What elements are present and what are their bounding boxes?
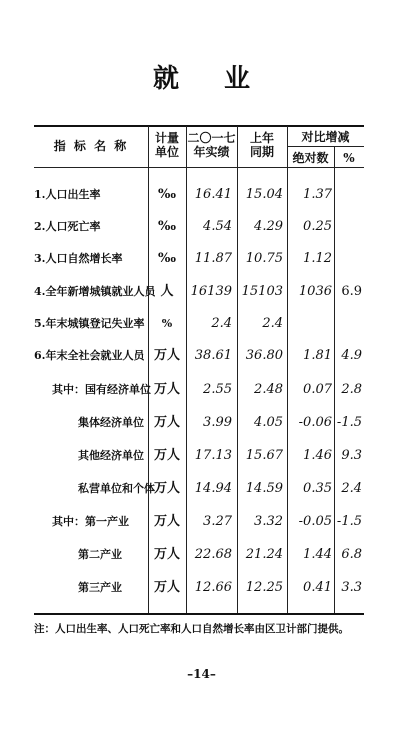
header-compare: 对比增减 bbox=[301, 130, 350, 144]
row-unit: 人 bbox=[160, 284, 174, 299]
table-row bbox=[34, 282, 364, 302]
row-absolute: 0.07 bbox=[303, 382, 332, 397]
row-name: 4.全年新增城镇就业人员 bbox=[34, 285, 156, 298]
table-row bbox=[34, 185, 364, 205]
row-absolute: 1.44 bbox=[303, 547, 332, 562]
row-current: 3.27 bbox=[203, 514, 232, 529]
row-previous: 15103 bbox=[241, 284, 283, 299]
row-unit: 万人 bbox=[153, 382, 180, 397]
table-row bbox=[34, 446, 364, 466]
row-name: 私营单位和个体 bbox=[78, 482, 155, 495]
table-row bbox=[34, 380, 364, 400]
row-previous: 12.25 bbox=[245, 580, 283, 595]
row-percent: 2.8 bbox=[341, 382, 362, 397]
row-current: 2.4 bbox=[211, 316, 232, 331]
row-name: 其中：国有经济单位 bbox=[52, 383, 151, 396]
row-current: 4.54 bbox=[203, 219, 232, 234]
row-absolute: 1.81 bbox=[303, 348, 332, 363]
row-unit: 万人 bbox=[153, 580, 180, 595]
table-top-rule bbox=[34, 125, 364, 127]
row-percent: 9.3 bbox=[341, 448, 362, 463]
row-absolute: -0.06 bbox=[298, 415, 332, 430]
row-percent: 4.9 bbox=[341, 348, 362, 363]
table-row bbox=[34, 314, 364, 334]
row-absolute: -0.05 bbox=[298, 514, 332, 529]
row-absolute: 1.46 bbox=[303, 448, 332, 463]
header-indicator: 指 标 名 称 bbox=[53, 139, 129, 153]
row-percent: 2.4 bbox=[341, 481, 362, 496]
row-current: 16139 bbox=[190, 284, 232, 299]
row-unit: ‰ bbox=[157, 187, 176, 202]
page-title: 就 业 bbox=[152, 64, 269, 94]
row-percent: -1.5 bbox=[336, 415, 362, 430]
row-previous: 4.29 bbox=[254, 219, 283, 234]
row-name: 第三产业 bbox=[78, 581, 122, 594]
row-current: 11.87 bbox=[194, 251, 232, 266]
row-previous: 15.67 bbox=[245, 448, 283, 463]
row-previous: 3.32 bbox=[254, 514, 283, 529]
row-name: 第二产业 bbox=[78, 548, 122, 561]
row-absolute: 0.25 bbox=[303, 219, 332, 234]
table-row bbox=[34, 249, 364, 269]
row-name: 2.人口死亡率 bbox=[34, 220, 101, 233]
row-unit: 万人 bbox=[153, 514, 180, 529]
row-previous: 14.59 bbox=[245, 481, 283, 496]
row-current: 14.94 bbox=[194, 481, 232, 496]
table-footnote: 注：人口出生率、人口死亡率和人口自然增长率由区卫计部门提供。 bbox=[34, 623, 349, 635]
row-previous: 4.05 bbox=[254, 415, 283, 430]
table-row bbox=[34, 578, 364, 598]
row-absolute: 0.35 bbox=[303, 481, 332, 496]
header-bottom-rule bbox=[34, 167, 364, 168]
page-number: –14– bbox=[187, 667, 216, 681]
header-absolute: 绝对数 bbox=[292, 151, 329, 165]
row-unit: ‰ bbox=[157, 219, 176, 234]
row-current: 2.55 bbox=[203, 382, 232, 397]
header-previous-year: 上年 同期 bbox=[249, 131, 274, 159]
row-name: 其中：第一产业 bbox=[52, 515, 129, 528]
row-previous: 2.48 bbox=[254, 382, 283, 397]
table-row bbox=[34, 346, 364, 366]
row-name: 集体经济单位 bbox=[78, 416, 144, 429]
header-percent: % bbox=[343, 151, 355, 165]
row-name: 其他经济单位 bbox=[78, 449, 144, 462]
row-percent: 3.3 bbox=[341, 580, 362, 595]
row-current: 22.68 bbox=[194, 547, 232, 562]
row-absolute: 0.41 bbox=[303, 580, 332, 595]
row-previous: 2.4 bbox=[262, 316, 283, 331]
row-name: 3.人口自然增长率 bbox=[34, 252, 123, 265]
row-name: 1.人口出生率 bbox=[34, 188, 101, 201]
row-absolute: 1036 bbox=[298, 284, 332, 299]
header-unit: 计量 单位 bbox=[154, 131, 179, 159]
table-row bbox=[34, 479, 364, 499]
row-previous: 15.04 bbox=[245, 187, 283, 202]
row-current: 16.41 bbox=[194, 187, 232, 202]
row-unit: % bbox=[161, 317, 173, 330]
row-current: 3.99 bbox=[203, 415, 232, 430]
row-unit: 万人 bbox=[153, 348, 180, 363]
header-subdivider bbox=[287, 146, 364, 147]
row-unit: ‰ bbox=[157, 251, 176, 266]
row-name: 5.年末城镇登记失业率 bbox=[34, 317, 145, 330]
row-previous: 21.24 bbox=[245, 547, 283, 562]
row-current: 12.66 bbox=[194, 580, 232, 595]
table-row bbox=[34, 545, 364, 565]
row-name: 6.年末全社会就业人员 bbox=[34, 349, 145, 362]
header-current-year: 二〇一七 年实绩 bbox=[187, 131, 236, 159]
row-unit: 万人 bbox=[153, 448, 180, 463]
row-unit: 万人 bbox=[153, 481, 180, 496]
row-percent: 6.8 bbox=[341, 547, 362, 562]
row-current: 38.61 bbox=[194, 348, 232, 363]
row-absolute: 1.37 bbox=[303, 187, 332, 202]
row-previous: 36.80 bbox=[245, 348, 283, 363]
row-current: 17.13 bbox=[194, 448, 232, 463]
row-percent: -1.5 bbox=[336, 514, 362, 529]
table-row bbox=[34, 217, 364, 237]
row-percent: 6.9 bbox=[341, 284, 362, 299]
table-row bbox=[34, 512, 364, 532]
table-bottom-rule bbox=[34, 613, 364, 615]
row-unit: 万人 bbox=[153, 415, 180, 430]
row-absolute: 1.12 bbox=[303, 251, 332, 266]
row-previous: 10.75 bbox=[245, 251, 283, 266]
row-unit: 万人 bbox=[153, 547, 180, 562]
table-row bbox=[34, 413, 364, 433]
